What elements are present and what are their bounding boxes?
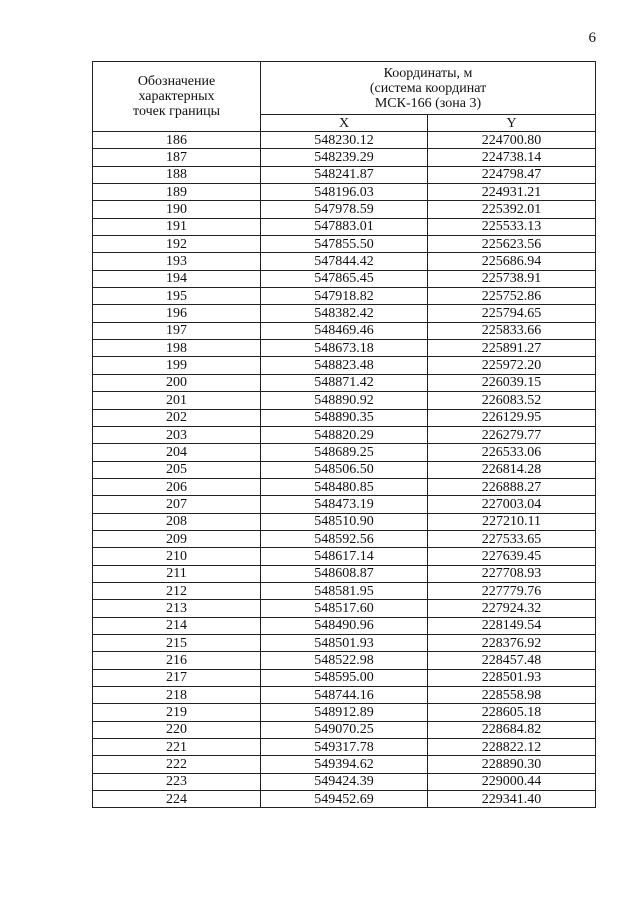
table-row <box>93 444 596 461</box>
table-row <box>93 600 596 617</box>
y-cell: 228501.93 <box>428 669 596 686</box>
table-row <box>93 478 596 495</box>
y-cell: 229341.40 <box>428 791 596 808</box>
point-cell: 192 <box>93 236 261 253</box>
point-cell: 188 <box>93 166 261 183</box>
point-cell: 210 <box>93 548 261 565</box>
point-cell: 211 <box>93 565 261 582</box>
x-cell: 548196.03 <box>261 184 428 201</box>
table-row <box>93 756 596 773</box>
point-cell: 209 <box>93 530 261 547</box>
y-cell: 226279.77 <box>428 426 596 443</box>
x-cell: 547865.45 <box>261 270 428 287</box>
x-cell: 547855.50 <box>261 236 428 253</box>
table-row <box>93 357 596 374</box>
table-row <box>93 253 596 270</box>
coords-header-line-2: (система координат <box>369 80 487 96</box>
x-cell: 548506.50 <box>261 461 428 478</box>
coords-header-line-3: МСК-166 (зона 3) <box>374 95 482 111</box>
y-cell: 224738.14 <box>428 149 596 166</box>
point-cell: 189 <box>93 184 261 201</box>
table-row <box>93 513 596 530</box>
table-row <box>93 305 596 322</box>
x-cell: 548595.00 <box>261 669 428 686</box>
table-row <box>93 687 596 704</box>
table-row <box>93 548 596 565</box>
table-row <box>93 201 596 218</box>
y-cell: 224931.21 <box>428 184 596 201</box>
x-cell: 549452.69 <box>261 791 428 808</box>
point-cell: 196 <box>93 305 261 322</box>
point-cell: 204 <box>93 444 261 461</box>
page-number: 6 <box>588 30 596 46</box>
y-cell: 224798.47 <box>428 166 596 183</box>
x-cell: 548473.19 <box>261 496 428 513</box>
point-cell: 206 <box>93 478 261 495</box>
y-cell: 226533.06 <box>428 444 596 461</box>
point-cell: 187 <box>93 149 261 166</box>
y-cell: 228684.82 <box>428 721 596 738</box>
table-row <box>93 791 596 808</box>
x-cell: 547978.59 <box>261 201 428 218</box>
table-row <box>93 704 596 721</box>
y-column-header: Y <box>428 115 596 132</box>
x-cell: 548617.14 <box>261 548 428 565</box>
point-cell: 186 <box>93 132 261 149</box>
y-cell: 225533.13 <box>428 218 596 235</box>
table-row <box>93 739 596 756</box>
x-cell: 548522.98 <box>261 652 428 669</box>
y-cell: 225833.66 <box>428 322 596 339</box>
point-cell: 207 <box>93 496 261 513</box>
point-cell: 222 <box>93 756 261 773</box>
table-row <box>93 652 596 669</box>
point-cell: 195 <box>93 288 261 305</box>
table-row <box>93 634 596 651</box>
y-cell: 226083.52 <box>428 392 596 409</box>
point-cell: 213 <box>93 600 261 617</box>
point-cell: 194 <box>93 270 261 287</box>
y-cell: 226039.15 <box>428 374 596 391</box>
y-cell: 225794.65 <box>428 305 596 322</box>
table-row <box>93 461 596 478</box>
table-row <box>93 374 596 391</box>
x-cell: 547883.01 <box>261 218 428 235</box>
x-cell: 547844.42 <box>261 253 428 270</box>
y-cell: 228457.48 <box>428 652 596 669</box>
y-cell: 227924.32 <box>428 600 596 617</box>
x-cell: 548241.87 <box>261 166 428 183</box>
x-cell: 548820.29 <box>261 426 428 443</box>
table-row <box>93 565 596 582</box>
table-row <box>93 530 596 547</box>
y-cell: 229000.44 <box>428 773 596 790</box>
point-cell: 205 <box>93 461 261 478</box>
point-cell: 191 <box>93 218 261 235</box>
table-row <box>93 617 596 634</box>
table-row <box>93 270 596 287</box>
y-cell: 227779.76 <box>428 582 596 599</box>
y-cell: 225891.27 <box>428 340 596 357</box>
point-cell: 202 <box>93 409 261 426</box>
x-cell: 549317.78 <box>261 739 428 756</box>
x-cell: 548469.46 <box>261 322 428 339</box>
x-cell: 548912.89 <box>261 704 428 721</box>
x-cell: 548510.90 <box>261 513 428 530</box>
x-cell: 548501.93 <box>261 634 428 651</box>
table-row <box>93 322 596 339</box>
point-cell: 223 <box>93 773 261 790</box>
y-cell: 227003.04 <box>428 496 596 513</box>
x-cell: 548871.42 <box>261 374 428 391</box>
point-cell: 198 <box>93 340 261 357</box>
point-designation-header <box>93 62 261 132</box>
point-cell: 212 <box>93 582 261 599</box>
table-row <box>93 426 596 443</box>
y-cell: 227210.11 <box>428 513 596 530</box>
y-cell: 227639.45 <box>428 548 596 565</box>
table-row <box>93 340 596 357</box>
table-row <box>93 773 596 790</box>
y-cell: 227533.65 <box>428 530 596 547</box>
table-row <box>93 166 596 183</box>
x-cell: 548382.42 <box>261 305 428 322</box>
point-header-line-1: Обозначение <box>137 74 216 89</box>
y-cell: 225623.56 <box>428 236 596 253</box>
x-cell: 548890.35 <box>261 409 428 426</box>
table-row <box>93 236 596 253</box>
table-row <box>93 149 596 166</box>
table-row <box>93 132 596 149</box>
table-row <box>93 184 596 201</box>
point-cell: 217 <box>93 669 261 686</box>
y-cell: 228822.12 <box>428 739 596 756</box>
y-cell: 225686.94 <box>428 253 596 270</box>
point-cell: 190 <box>93 201 261 218</box>
point-cell: 221 <box>93 739 261 756</box>
point-cell: 224 <box>93 791 261 808</box>
y-cell: 228605.18 <box>428 704 596 721</box>
coordinates-header <box>261 62 596 115</box>
y-cell: 226888.27 <box>428 478 596 495</box>
y-cell: 227708.93 <box>428 565 596 582</box>
x-cell: 549394.62 <box>261 756 428 773</box>
y-cell: 226129.95 <box>428 409 596 426</box>
table-row <box>93 218 596 235</box>
x-cell: 548239.29 <box>261 149 428 166</box>
y-cell: 228890.30 <box>428 756 596 773</box>
x-column-header: X <box>261 115 428 132</box>
y-cell: 225392.01 <box>428 201 596 218</box>
y-cell: 228558.98 <box>428 687 596 704</box>
x-cell: 549070.25 <box>261 721 428 738</box>
x-cell: 548490.96 <box>261 617 428 634</box>
point-cell: 203 <box>93 426 261 443</box>
point-cell: 218 <box>93 687 261 704</box>
coords-header-line-1: Координаты, м <box>383 65 473 81</box>
y-cell: 224700.80 <box>428 132 596 149</box>
point-header-line-3: точек границы <box>133 104 220 119</box>
y-cell: 225752.86 <box>428 288 596 305</box>
table-row <box>93 288 596 305</box>
table-row <box>93 582 596 599</box>
x-cell: 549424.39 <box>261 773 428 790</box>
point-header-line-2: характерных <box>138 89 215 104</box>
point-cell: 200 <box>93 374 261 391</box>
point-cell: 208 <box>93 513 261 530</box>
point-cell: 201 <box>93 392 261 409</box>
x-cell: 548480.85 <box>261 478 428 495</box>
y-cell: 228149.54 <box>428 617 596 634</box>
x-cell: 547918.82 <box>261 288 428 305</box>
point-cell: 193 <box>93 253 261 270</box>
table-row <box>93 669 596 686</box>
table-row <box>93 496 596 513</box>
point-cell: 215 <box>93 634 261 651</box>
table-body <box>93 132 596 808</box>
x-cell: 548890.92 <box>261 392 428 409</box>
table-header <box>93 62 596 132</box>
point-cell: 199 <box>93 357 261 374</box>
table-row <box>93 392 596 409</box>
x-cell: 548230.12 <box>261 132 428 149</box>
point-cell: 220 <box>93 721 261 738</box>
point-cell: 216 <box>93 652 261 669</box>
x-cell: 548592.56 <box>261 530 428 547</box>
x-cell: 548823.48 <box>261 357 428 374</box>
table-row <box>93 409 596 426</box>
x-cell: 548673.18 <box>261 340 428 357</box>
y-cell: 225972.20 <box>428 357 596 374</box>
table-row <box>93 721 596 738</box>
y-cell: 226814.28 <box>428 461 596 478</box>
x-cell: 548581.95 <box>261 582 428 599</box>
y-cell: 225738.91 <box>428 270 596 287</box>
coordinates-table <box>92 61 596 808</box>
x-cell: 548608.87 <box>261 565 428 582</box>
point-cell: 214 <box>93 617 261 634</box>
x-cell: 548744.16 <box>261 687 428 704</box>
point-cell: 219 <box>93 704 261 721</box>
y-cell: 228376.92 <box>428 634 596 651</box>
point-cell: 197 <box>93 322 261 339</box>
x-cell: 548517.60 <box>261 600 428 617</box>
x-cell: 548689.25 <box>261 444 428 461</box>
